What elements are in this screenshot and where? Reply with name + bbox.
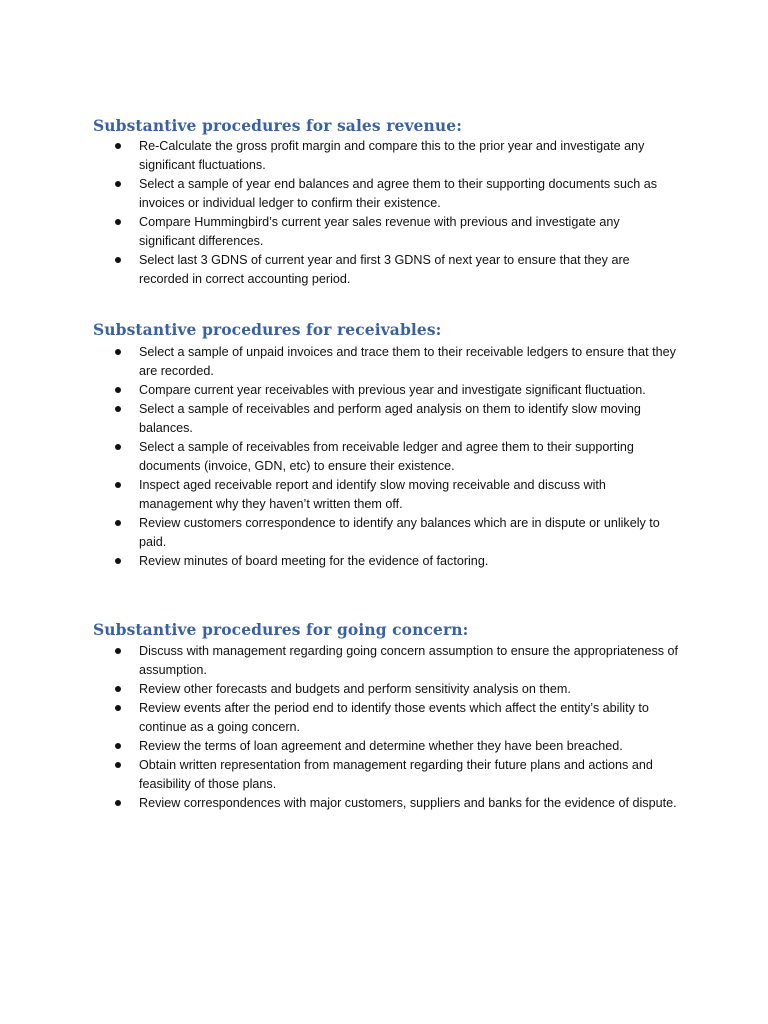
list-item-text: Discuss with management regarding going concern assumption to ensure the appropriateness of assumption. [139, 644, 679, 677]
list-item-text: Select a sample of receivables from receivable ledger and agree them to their supporting documents (invoice, GDN, etc) to ensure their existence. [139, 440, 634, 473]
bullet-icon [115, 558, 121, 564]
bullet-icon [115, 444, 121, 450]
list-item [0, 794, 679, 813]
list-item-text: Select a sample of year end balances and agree them to their supporting documents such as invoices or individual ledger to confirm their existence. [139, 177, 658, 210]
list-item-text: Select last 3 GDNS of current year and first 3 GDNS of next year to ensure that they are recorded in correct accounting period. [139, 253, 630, 286]
list-item [0, 175, 679, 213]
bullet-icon [115, 143, 121, 149]
section-heading-sales-revenue: Substantive procedures for sales revenue: [93, 116, 463, 135]
section-heading-receivables: Substantive procedures for receivables: [93, 320, 442, 339]
bullet-icon [115, 181, 121, 187]
bullet-list-sales-revenue [0, 137, 768, 289]
list-item-text: Review correspondences with major customers, suppliers and banks for the evidence of dispute. [139, 796, 677, 810]
bullet-icon [115, 648, 121, 654]
list-item-text: Review customers correspondence to identify any balances which are in dispute or unlikely to paid. [139, 516, 660, 549]
list-item-text: Review other forecasts and budgets and perform sensitivity analysis on them. [139, 682, 571, 696]
list-item-text: Obtain written representation from management regarding their future plans and actions and feasibility of those plans. [139, 758, 653, 791]
bullet-icon [115, 686, 121, 692]
list-item-text: Select a sample of receivables and perform aged analysis on them to identify slow moving balances. [139, 402, 641, 435]
bullet-icon [115, 705, 121, 711]
list-item [0, 756, 679, 794]
bullet-icon [115, 482, 121, 488]
list-item-text: Compare current year receivables with previous year and investigate significant fluctuation. [139, 383, 646, 397]
list-item-text: Re-Calculate the gross profit margin and compare this to the prior year and investigate any significant fluctuations. [139, 139, 645, 172]
bullet-icon [115, 406, 121, 412]
list-item-text: Review minutes of board meeting for the evidence of factoring. [139, 554, 489, 568]
list-item [0, 213, 679, 251]
list-item [0, 737, 679, 756]
bullet-icon [115, 762, 121, 768]
list-item [0, 552, 679, 571]
list-item-text: Review the terms of loan agreement and determine whether they have been breached. [139, 739, 623, 753]
bullet-icon [115, 257, 121, 263]
list-item [0, 642, 679, 680]
bullet-icon [115, 800, 121, 806]
list-item [0, 438, 679, 476]
bullet-icon [115, 387, 121, 393]
list-item [0, 514, 679, 552]
list-item [0, 476, 679, 514]
list-item [0, 699, 679, 737]
list-item [0, 137, 679, 175]
bullet-list-receivables [0, 343, 768, 571]
bullet-icon [115, 349, 121, 355]
list-item [0, 400, 679, 438]
list-item-text: Inspect aged receivable report and identify slow moving receivable and discuss with management why they haven’t written them off. [139, 478, 606, 511]
section-heading-going-concern: Substantive procedures for going concern: [93, 620, 469, 639]
list-item-text: Select a sample of unpaid invoices and trace them to their receivable ledgers to ensure that they are recorded. [139, 345, 676, 378]
list-item [0, 381, 679, 400]
list-item [0, 251, 679, 289]
list-item-text: Compare Hummingbird’s current year sales revenue with previous and investigate any significant differences. [139, 215, 620, 248]
bullet-list-going-concern [0, 642, 768, 813]
bullet-icon [115, 520, 121, 526]
list-item [0, 343, 679, 381]
bullet-icon [115, 219, 121, 225]
list-item-text: Review events after the period end to identify those events which affect the entity’s ability to continue as a going concern. [139, 701, 649, 734]
bullet-icon [115, 743, 121, 749]
list-item [0, 680, 679, 699]
